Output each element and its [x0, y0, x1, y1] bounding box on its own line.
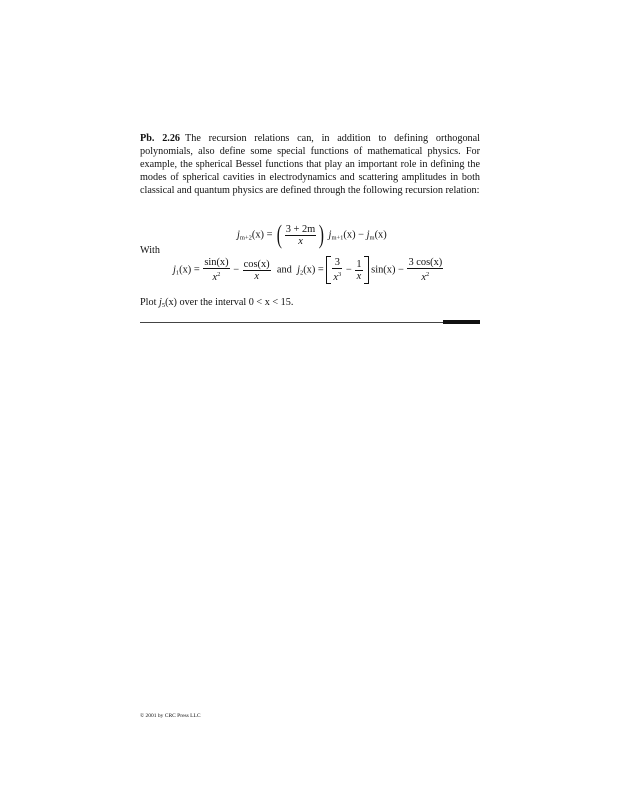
- eq2-j1-func: j: [173, 264, 176, 276]
- eq2-j2-func: j: [297, 264, 300, 276]
- initial-conditions-equation: [173, 256, 444, 284]
- problem-text: The recursion relations can, in addition to defining orthogonal polynomials, also define some special functions of mathematical physics. For example, the spherical Bessel functions that play an important role in defining the modes of spherical cavities in electrodynamics and scattering amplitudes in both classical and quantum physics are defined through the following recursion relation:: [140, 133, 480, 197]
- eq1-term1-func: j: [328, 229, 332, 241]
- plot-prefix: Plot: [140, 297, 157, 308]
- eq2-right-bracket: [364, 256, 369, 284]
- eq2-bfrac1-num: 3: [332, 257, 342, 269]
- plot-rest: (x) over the interval 0 < x < 15.: [165, 297, 294, 308]
- problem-number: Pb. 2.26: [140, 133, 181, 144]
- copyright-footer: © 2001 by CRC Press LLC: [140, 713, 201, 719]
- eq2-frac3-num: 3 cos(x): [408, 257, 443, 268]
- eq2-bracket-minus: −: [345, 264, 352, 276]
- eq1-frac-den: x: [298, 235, 303, 247]
- eq1-lhs-sub: m+2: [239, 234, 252, 242]
- eq2-j1-sub: 1: [175, 269, 180, 277]
- eq2-bfrac1-den: x: [333, 272, 339, 283]
- eq2-frac1-den-sup: 2: [217, 271, 221, 278]
- recursion-equation: [237, 222, 387, 248]
- eq2-j2-arg: (x) =: [303, 264, 324, 276]
- eq2-j1-arg: (x) =: [179, 264, 200, 276]
- eq1-lhs-func: j: [237, 229, 240, 241]
- eq1-frac-num: 3 + 2m: [285, 223, 316, 235]
- eq1-lhs-arg: (x) =: [251, 229, 273, 241]
- eq1-term2-arg: (x): [374, 229, 387, 241]
- eq2-frac2: [243, 259, 271, 282]
- plot-sub: 5: [161, 302, 166, 309]
- eq1-fraction: [285, 224, 317, 247]
- eq2-frac1-num: sin(x): [204, 257, 229, 268]
- eq2-left-bracket: [326, 256, 331, 284]
- eq2-frac2-den: x: [254, 270, 259, 282]
- divider-end-bar: [443, 320, 480, 324]
- plot-func: j: [158, 297, 162, 308]
- with-label: With: [140, 245, 160, 256]
- problem-statement: [140, 132, 480, 197]
- eq1-term2-func: j: [366, 229, 370, 241]
- eq2-j2-sub: 2: [299, 269, 304, 277]
- eq2-frac2-num: cos(x): [243, 258, 270, 270]
- eq2-bracket-frac2: [355, 259, 362, 282]
- eq2-frac1: [203, 257, 229, 283]
- eq2-frac3: [407, 257, 443, 283]
- eq2-bfrac2-den: x: [356, 270, 362, 282]
- eq1-term1-sub: m+1: [331, 234, 344, 242]
- eq2-frac3-den-sup: 2: [426, 271, 430, 278]
- eq2-and-label: and: [276, 264, 292, 276]
- eq2-bfrac1-den-sup: 3: [338, 271, 342, 278]
- eq1-left-paren: (: [276, 220, 282, 249]
- eq2-frac1-den: x: [212, 272, 218, 283]
- eq1-term1-arg: (x) −: [343, 229, 364, 241]
- eq1-right-paren: ): [319, 220, 325, 249]
- eq2-bfrac2-num: 1: [356, 258, 362, 270]
- eq2-minus: −: [233, 264, 240, 276]
- eq2-sin-term: sin(x) −: [371, 264, 404, 276]
- plot-instruction: [140, 297, 293, 309]
- eq1-term2-sub: m: [369, 234, 375, 242]
- section-divider: [140, 322, 480, 323]
- eq2-frac3-den: x: [421, 272, 427, 283]
- problem-paragraph: [140, 132, 480, 197]
- eq2-bracket-frac1: [332, 257, 342, 283]
